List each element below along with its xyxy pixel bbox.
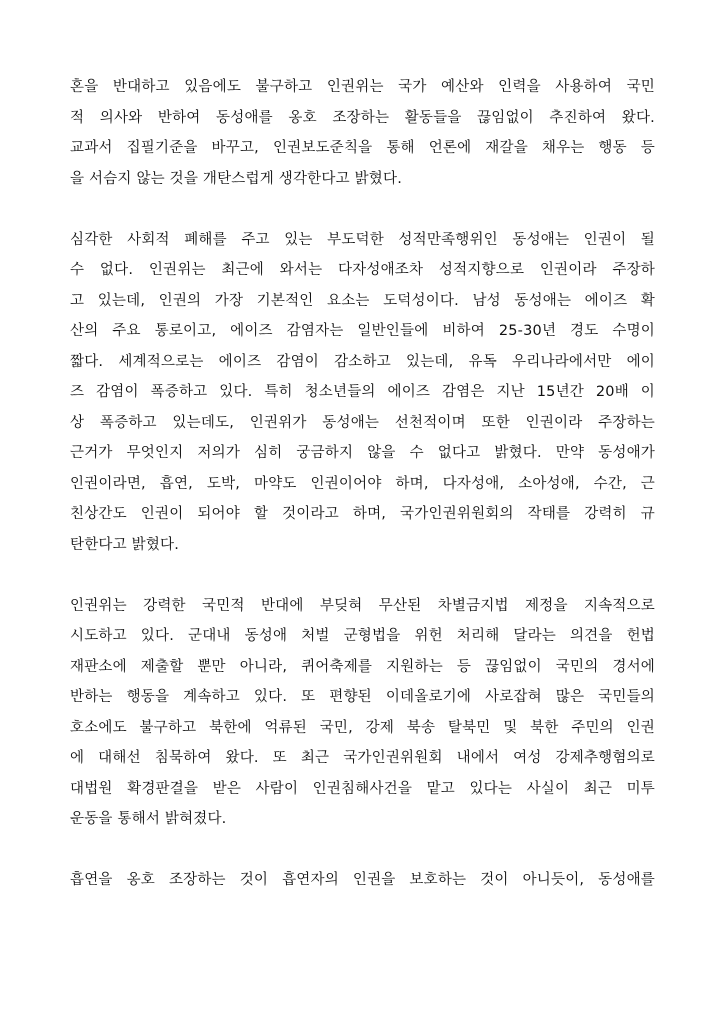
text-line: 대법원 확경판결을 받은 사람이 인권침해사건을 맡고 있다는 사실이 최근 미투 (70, 780, 655, 797)
text-line: 반하는 행동을 계속하고 있다. 또 편향된 이데올로기에 사로잡혀 많은 국민들의 (70, 689, 655, 705)
text-line: 운동을 통해서 밝혀졌다. (70, 811, 227, 827)
text-line: 교과서 집필기준을 바꾸고, 인권보도준칙을 통해 언론에 재갈을 채우는 행동 등 (70, 140, 655, 156)
text-line: 을 서슴지 않는 것을 개탄스럽게 생각한다고 밝혔다. (70, 170, 403, 187)
paragraph-4 (70, 865, 655, 896)
text-line: 인권이라면, 흡연, 도박, 마약도 인권이어야 하며, 다자성애, 소아성애, 수간, 근 (70, 475, 655, 492)
text-line: 산의 주요 통로이고, 에이즈 감염자는 일반인들에 비하여 25-30년 경도 수명이 (70, 323, 655, 339)
text-line: 즈 감염이 폭증하고 있다. 특히 청소년들의 에이즈 감염은 지난 15년간 20배 이 (70, 384, 655, 400)
text-line: 친상간도 인권이 되어야 할 것이라고 하며, 국가인권위원회의 작태를 강력히 규 (70, 506, 655, 522)
text-line: 인권위는 강력한 국민적 반대에 부딪혀 무산된 차별금지법 제정을 지속적으로 (70, 597, 655, 614)
text-line: 수 없다. 인권위는 최근에 와서는 다자성애조차 성적지향으로 인권이라 주장하 (70, 262, 655, 278)
paragraph-1 (70, 72, 655, 194)
text-line: 시도하고 있다. 군대내 동성애 처벌 군형법을 위헌 처리해 달라는 의견을 헌법 (70, 628, 655, 644)
paragraph-3 (70, 591, 655, 835)
text-line: 상 폭증하고 있는데도, 인권위가 동성애는 선천적이며 또한 인권이라 주장하는 (70, 414, 655, 431)
text-line: 탄한다고 밝혔다. (70, 536, 180, 553)
text-line: 흡연을 옹호 조장하는 것이 흡연자의 인권을 보호하는 것이 아니듯이, 동성애를 (70, 872, 655, 888)
text-line: 적 의사와 반하여 동성애를 옹호 조장하는 활동들을 끊임없이 추진하여 왔다. (70, 109, 655, 126)
text-line: 고 있는데, 인권의 가장 기본적인 요소는 도덕성이다. 남성 동성애는 에이즈 확 (70, 292, 655, 309)
paragraph-2 (70, 225, 655, 561)
text-line: 혼을 반대하고 있음에도 불구하고 인권위는 국가 예산와 인력을 사용하여 국민 (70, 79, 655, 95)
text-line: 호소에도 불구하고 북한에 억류된 국민, 강제 북송 탈북민 및 북한 주민의 인권 (70, 719, 655, 736)
paragraph-gap (70, 194, 655, 225)
paragraph-gap (70, 835, 655, 866)
text-line: 근거가 무엇인지 저의가 심히 궁금하지 않을 수 없다고 밝혔다. 만약 동성애가 (70, 445, 655, 461)
text-line: 심각한 사회적 폐해를 주고 있는 부도덕한 성적만족행위인 동성애는 인권이 될 (70, 231, 655, 248)
text-line: 에 대해선 침묵하여 왔다. 또 최근 국가인권위원회 내에서 여성 강제추행혐의로 (70, 750, 655, 766)
paragraph-gap (70, 560, 655, 591)
text-line: 재판소에 제출할 뿐만 아니라, 퀴어축제를 지원하는 등 끊임없이 국민의 경서에 (70, 658, 655, 675)
document-page (70, 72, 655, 896)
text-line: 짧다. 세계적으로는 에이즈 감염이 감소하고 있는데, 유독 우리나라에서만 에이 (70, 353, 655, 370)
